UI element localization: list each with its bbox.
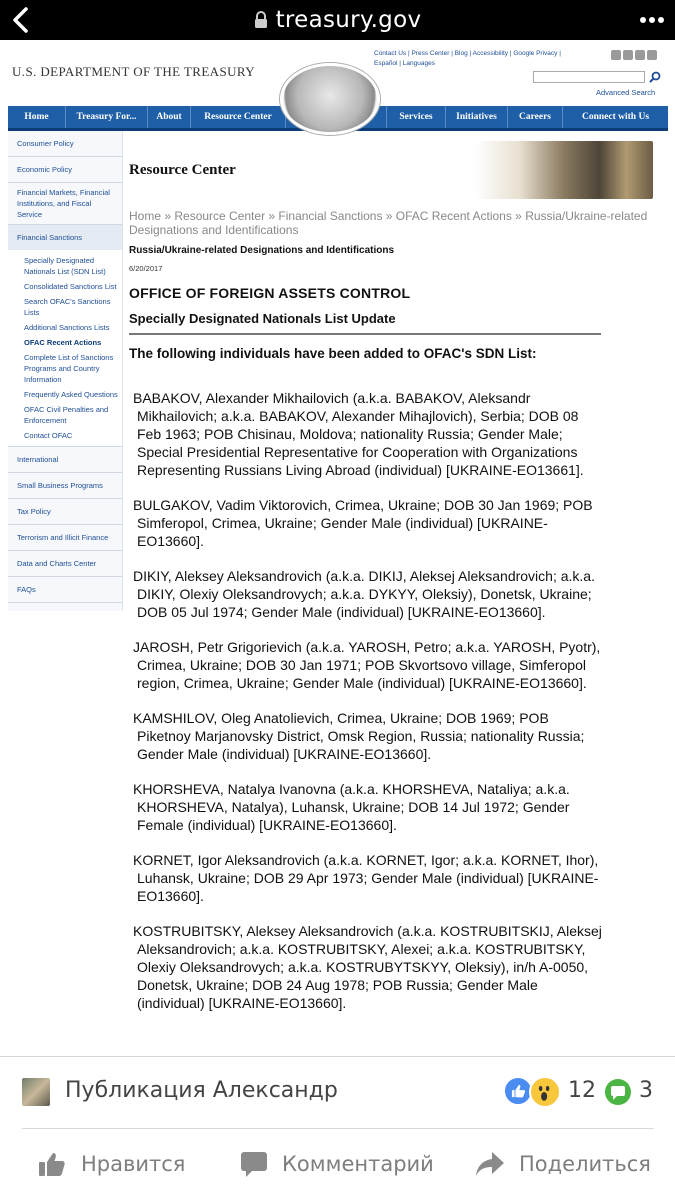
section-title: Resource Center [129, 162, 236, 178]
sdn-entry: BULGAKOV, Vadim Viktorovich, Crimea, Ukraine; DOB 30 Jan 1969; POB Simferopol, Crimea, Ukraine; Gender Male (individual) [UKRAINE-EO13660]. [133, 497, 593, 549]
subnav-faq[interactable]: Frequently Asked Questions [24, 390, 118, 399]
lock-icon [254, 11, 268, 29]
reactions-count[interactable]: 12 [568, 1078, 596, 1103]
sidebar-item-data-charts[interactable]: Data and Charts Center [8, 551, 122, 577]
advanced-search-link[interactable]: Advanced Search [596, 88, 656, 97]
sidebar-item-international[interactable]: International [8, 446, 122, 473]
like-label: Нравится [81, 1152, 186, 1176]
comments-count[interactable]: 3 [639, 1078, 653, 1103]
subnav-ofac-recent-actions[interactable]: OFAC Recent Actions [24, 338, 102, 347]
email-icon[interactable] [623, 50, 633, 60]
sdn-entry: JAROSH, Petr Grigorievich (a.k.a. YAROSH, Petro; a.k.a. YAROSH, Pyotr), Crimea, Ukraine; DOB 30 Jan 1971; POB Skvortsovo village, Simferopol region, Crimea, Ukraine; Gender Male (individual) [UKRAINE-EO13660]. [133, 639, 601, 691]
address-bar[interactable] [0, 6, 675, 34]
nav-home[interactable]: Home [8, 106, 66, 128]
subnav-search-ofac[interactable]: Search OFAC's Sanctions Lists [24, 297, 111, 317]
sdn-entry: KAMSHILOV, Oleg Anatolievich, Crimea, Ukraine; DOB 1969; POB Piketnoy Marjanovsky District, Omsk Region, Russia; nationality Russia; Gender Male (individual) [UKRAINE-EO13660]. [133, 710, 585, 762]
divider [0, 1056, 675, 1057]
sidebar-item-financial-markets[interactable]: Financial Markets, Financial Institutions, and Fiscal Service [8, 183, 122, 225]
ofac-title: OFFICE OF FOREIGN ASSETS CONTROL [129, 285, 411, 301]
social-icons[interactable] [611, 50, 657, 60]
nav-initiatives[interactable]: Initiatives [446, 106, 508, 128]
comment-label: Комментарий [282, 1152, 434, 1176]
sdn-entry: KHORSHEVA, Natalya Ivanovna (a.k.a. KHORSHEVA, Nataliya; a.k.a. KHORSHEVA, Natalya), Luhansk, Ukraine; DOB 14 Jul 1972; Gender Female (individual) [UKRAINE-EO13660]. [133, 781, 570, 833]
avatar[interactable] [22, 1078, 50, 1106]
main-content [123, 131, 663, 1056]
subnav-civil-penalties[interactable]: OFAC Civil Penalties and Enforcement [24, 405, 109, 425]
subnav-contact-ofac[interactable]: Contact OFAC [24, 431, 73, 440]
comment-button[interactable] [240, 1148, 434, 1180]
subnav-additional-lists[interactable]: Additional Sanctions Lists [24, 323, 110, 332]
divider [22, 1128, 654, 1129]
treasury-seal-logo[interactable] [280, 63, 380, 135]
sdn-entry: KOSTRUBITSKY, Aleksey Aleksandrovich (a.k.a. KOSTRUBITSKIJ, Aleksej Aleksandrovich; a.k.a. KOSTRUBITSKY, Alexei; a.k.a. KOSTRUBITSKY, Olexiy Oleksandrovych; a.k.a. KOSTRUBYTSKYY, Oleksiy), in/h A-0050, Donetsk, Ukraine; DOB 24 Aug 1978; POB Russia; Gender Male (individual) [UKRAINE-EO13660]. [133, 923, 602, 1011]
department-title[interactable]: U.S. DEPARTMENT OF THE TREASURY [12, 64, 256, 79]
nav-connect[interactable]: Connect with Us [581, 112, 650, 122]
subnav-sdn-list[interactable]: Specially Designated Nationals List (SDN List) [24, 256, 106, 276]
more-options-icon[interactable] [639, 10, 665, 30]
subnav-sanctions-programs[interactable]: Complete List of Sanctions Programs and Country Information [24, 353, 114, 384]
comment-icon [240, 1150, 268, 1178]
sidebar-item-tax-policy[interactable]: Tax Policy [8, 499, 122, 525]
like-button[interactable] [37, 1148, 185, 1180]
nav-resource-center[interactable]: Resource Center [191, 106, 286, 128]
browser-bar [0, 0, 675, 40]
youtube-icon[interactable] [611, 50, 621, 60]
divider [129, 333, 601, 335]
comment-count-icon[interactable] [603, 1078, 633, 1106]
search-icon[interactable] [648, 70, 662, 84]
nav-treasury-for[interactable]: Treasury For... [66, 106, 148, 128]
sdn-entry: DIKIY, Aleksey Aleksandrovich (a.k.a. DIKIJ, Aleksej Aleksandrovich; a.k.a. DIKIY, Olexiy Oleksandrovych; a.k.a. DYKYY, Oleksiy), Donetsk, Ukraine; DOB 05 Jul 1974; Gender Male (individual) [UKRAINE-EO13660]. [133, 568, 595, 620]
sdn-entry: BABAKOV, Alexander Mikhailovich (a.k.a. BABAKOV, Aleksandr Mikhailovich; a.k.a. BABAKOV, Alexander Mihajlovich), Serbia; DOB 08 Feb 1963; POB Chisinau, Moldova; nationality Russia; Gender Male; Special Presidential Representative for Cooperation with Organizations Representing Russians Living Abroad (individual) [UKRAINE-EO13661]. [133, 390, 584, 478]
sdn-title: Specially Designated Nationals List Update [129, 311, 396, 326]
sidebar-item-faqs[interactable]: FAQs [8, 577, 122, 603]
page-heading: Russia/Ukraine-related Designations and Identifications [129, 245, 395, 256]
share-label: Поделиться [519, 1152, 651, 1176]
sidebar-item-economic-policy[interactable]: Economic Policy [8, 157, 122, 183]
utility-links-line1[interactable]: Contact Us | Press Center | Blog | Accessibility | Google Privacy | [374, 50, 561, 57]
search-input[interactable] [533, 71, 645, 83]
utility-links-line2[interactable]: Español | Languages [374, 60, 435, 67]
share-icon [475, 1150, 505, 1178]
sidebar-item-terrorism[interactable]: Terrorism and Illicit Finance [8, 525, 122, 551]
twitter-icon[interactable] [647, 50, 657, 60]
facebook-icon[interactable] [635, 50, 645, 60]
subnav-consolidated-list[interactable]: Consolidated Sanctions List [24, 282, 117, 291]
post-title[interactable]: Публикация Александр [65, 1078, 338, 1103]
sidebar-item-financial-sanctions[interactable]: Financial Sanctions [8, 225, 122, 250]
sdn-entries [133, 389, 603, 1029]
sdn-entry: KORNET, Igor Aleksandrovich (a.k.a. KORNET, Igor; a.k.a. KORNET, Ihor), Luhansk, Ukraine; DOB 29 Apr 1973; Gender Male (individual) [UKRAINE-EO13660]. [133, 852, 599, 904]
nav-careers[interactable]: Careers [508, 106, 563, 128]
facebook-post-footer [0, 1056, 675, 1200]
page-date: 6/20/2017 [129, 264, 163, 273]
utility-links[interactable] [374, 49, 604, 69]
sidebar-item-consumer-policy[interactable]: Consumer Policy [8, 131, 122, 157]
nav-about[interactable]: About [148, 106, 191, 128]
thumbs-up-icon [37, 1149, 67, 1179]
resource-center-banner-image [475, 141, 653, 199]
wow-reaction-icon[interactable] [529, 1076, 561, 1108]
url-text: treasury.gov [275, 7, 422, 33]
added-heading: The following individuals have been added to OFAC's SDN List: [129, 346, 537, 361]
nav-services[interactable]: Services [386, 106, 446, 128]
breadcrumb[interactable]: Home » Resource Center » Financial Sanctions » OFAC Recent Actions » Russia/Ukraine-related Designations and Identifications [129, 209, 648, 237]
sidebar [8, 131, 123, 611]
sidebar-item-small-business[interactable]: Small Business Programs [8, 473, 122, 499]
sidebar-subnav [8, 250, 122, 446]
share-button[interactable] [475, 1148, 651, 1180]
